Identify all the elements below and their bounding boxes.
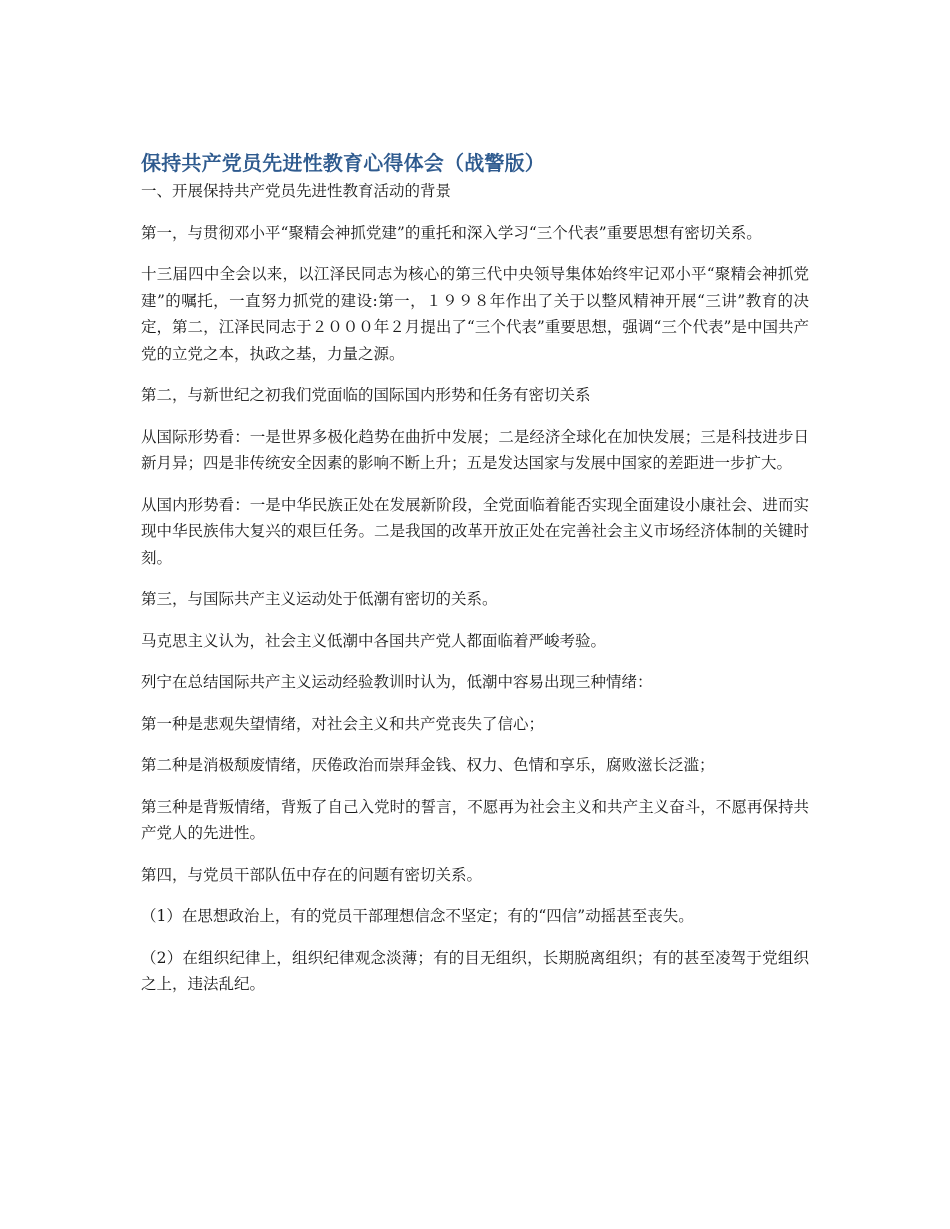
paragraph: 马克思主义认为，社会主义低潮中各国共产党人都面临着严峻考验。 <box>141 631 607 650</box>
paragraph: 第二，与新世纪之初我们党面临的国际国内形势和任务有密切关系 <box>141 386 591 404</box>
paragraph: 列宁在总结国际共产主义运动经验教训时认为，低潮中容易出现三种情绪： <box>141 673 653 691</box>
paragraph: （2）在组织纪律上，组织纪律观念淡薄；有的目无组织，长期脱离组织；有的甚至凌驾于党组织之上，违法乱纪。 <box>141 948 809 993</box>
paragraph: 从国际形势看：一是世界多极化趋势在曲折中发展；二是经济全球化在加快发展；三是科技进步日新月异；四是非传统安全因素的影响不断上升；五是发达国家与发展中国家的差距进一步扩大。 <box>141 427 809 472</box>
paragraph: 第三种是背叛情绪，背叛了自己入党时的誓言，不愿再为社会主义和共产主义奋斗，不愿再保持共产党人的先进性。 <box>141 797 809 842</box>
paragraph: 第一种是悲观失望情绪，对社会主义和共产党丧失了信心； <box>141 714 545 733</box>
paragraph: 从国内形势看：一是中华民族正处在发展新阶段，全党面临着能否实现全面建设小康社会、进而实现中华民族伟大复兴的艰巨任务。二是我国的改革开放正处在完善社会主义市场经济体制的关键时刻。 <box>141 495 809 567</box>
paragraph: 第一，与贯彻邓小平“聚精会神抓党建”的重托和深入学习“三个代表”重要思想有密切关系。 <box>141 223 762 242</box>
paragraph: 十三届四中全会以来，以江泽民同志为核心的第三代中央领导集体始终牢记邓小平“聚精会神抓党建”的嘱托，一直努力抓党的建设:第一，１９９８年作出了关于以整风精神开展“三讲”教育的决定，第二，江泽民同志于２０００年２月提出了“三个代表”重要思想，强调“三个代表”是中国共产党的立党之本，执政之基，力量之源。 <box>141 265 809 363</box>
paragraph: 第四，与党员干部队伍中存在的问题有密切关系。 <box>141 865 483 884</box>
paragraph: 第三，与国际共产主义运动处于低潮有密切的关系。 <box>141 590 498 608</box>
document-title: 保持共产党员先进性教育心得体会（战警版） <box>141 151 545 175</box>
document-page <box>141 148 809 1013</box>
paragraph: （1）在思想政治上，有的党员干部理想信念不坚定；有的“四信”动摇甚至丧失。 <box>141 907 694 925</box>
paragraph: 第二种是消极颓废情绪，厌倦政治而崇拜金钱、权力、色情和享乐，腐败滋长泛滥； <box>141 756 715 774</box>
section-heading: 一、开展保持共产党员先进性教育活动的背景 <box>141 182 452 200</box>
